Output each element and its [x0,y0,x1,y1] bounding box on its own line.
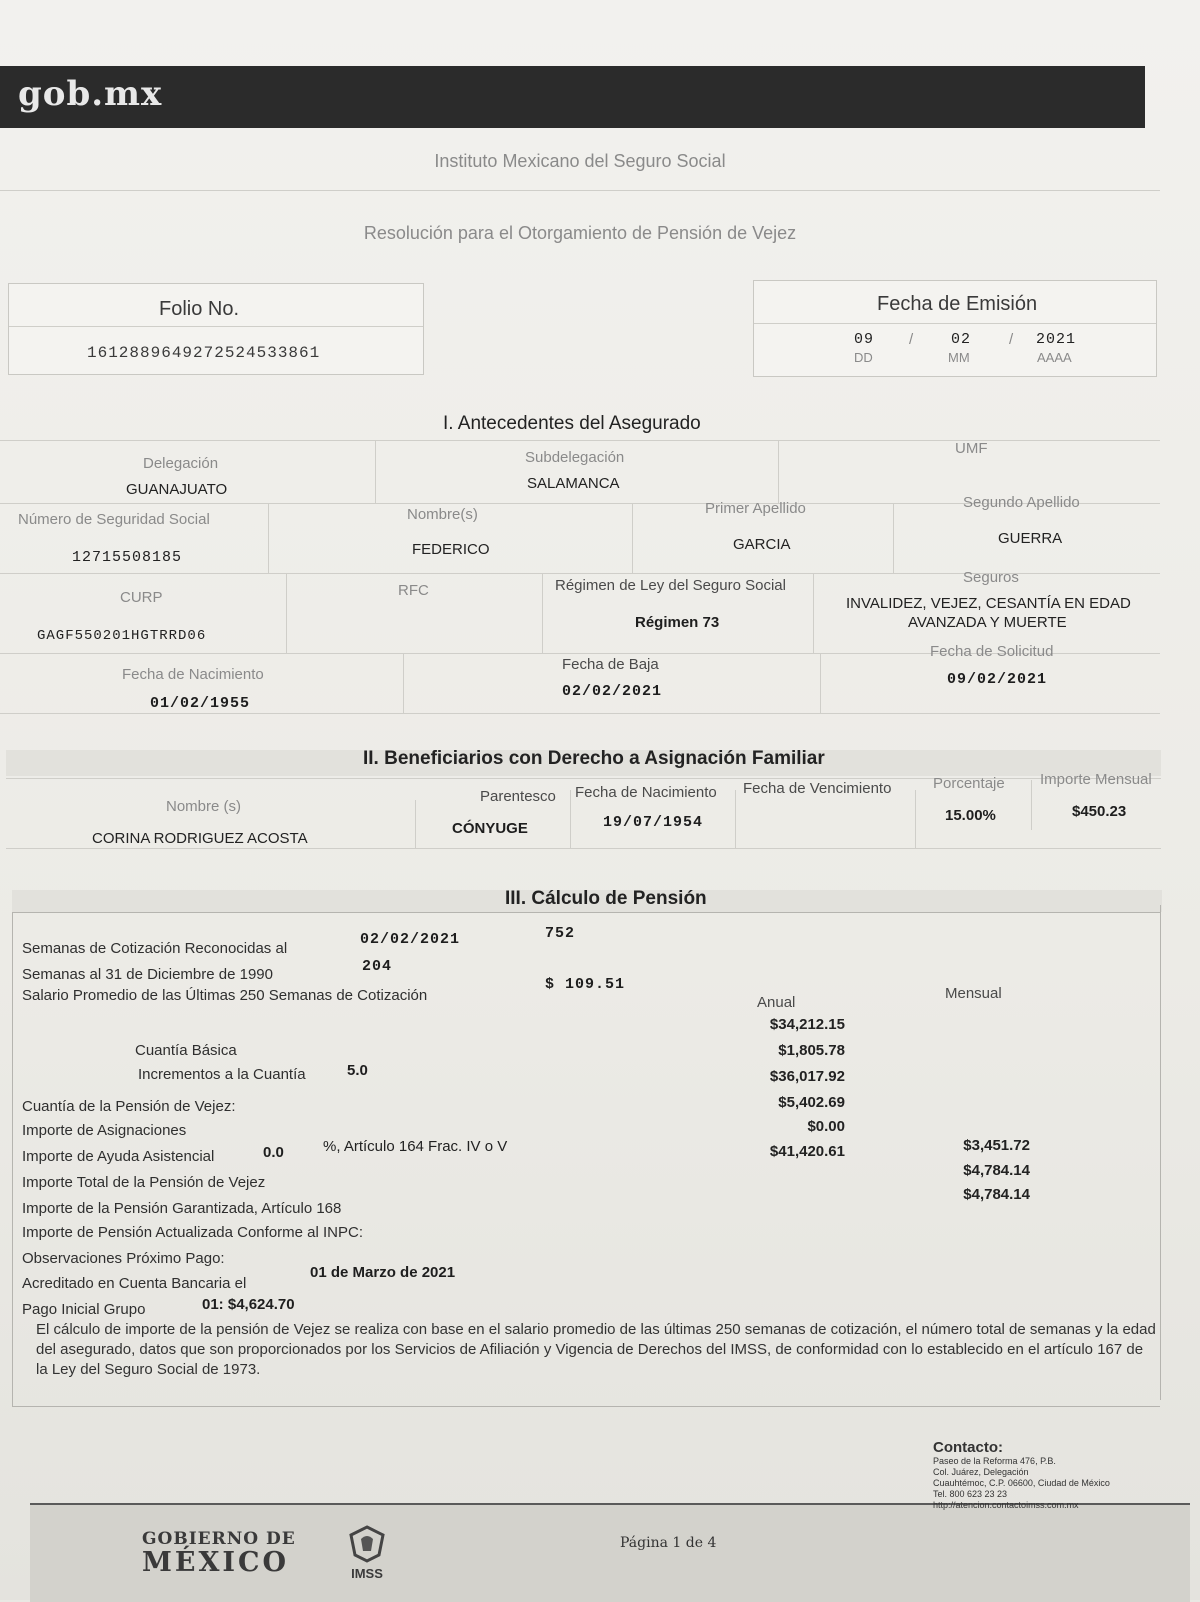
pago-inicial-label: Pago Inicial Grupo [22,1301,146,1318]
ayuda-mensual-value: $3,451.72 [963,1137,1030,1154]
pension-actualizada-label: Importe de Pensión Actualizada Conforme al INPC: [22,1224,364,1241]
segundo-apellido-label: Segundo Apellido [963,494,1080,511]
nombre-label: Nombre(s) [407,506,478,523]
col-parentesco: Parentesco [480,788,556,805]
nota-calculo: El cálculo de importe de la pensión de Vejez se realiza con base en el salario promedio de las últimas 250 semanas de cotización, el número total de semanas y la edad del asegurado, datos que son proporcionados por los Servicios de Afiliación y Vigencia de Derechos del IMSS, de conformidad con lo establecido en el artículo 167 de la Ley del Seguro Social de 1973. [36,1321,1156,1378]
beneficiario-fecha-nacimiento: 19/07/1954 [603,814,704,831]
semanas-cotizacion-label: Semanas de Cotización Reconocidas al [22,940,288,957]
section-1-title: I. Antecedentes del Asegurado [443,413,701,434]
pago-inicial-value: 01: $4,624.70 [202,1296,295,1313]
seguros-label: Seguros [963,569,1019,586]
cuantia-basica-label: Cuantía Básica [135,1042,237,1059]
primer-apellido-label: Primer Apellido [705,500,806,517]
fecha-solicitud-label: Fecha de Solicitud [930,643,1054,660]
seguros-value-1: INVALIDEZ, VEJEZ, CESANTÍA EN EDAD [846,595,1131,612]
beneficiario-importe: $450.23 [1072,803,1127,820]
asignaciones-label: Importe de Asignaciones [22,1122,187,1139]
contacto-block: Contacto: Paseo de la Reforma 476, P.B. Col. Juárez, Delegación Cuauhtémoc, C.P. 06600, Ciudad de México Tel. 800 623 23 23 http://atencion.contactoimss.com.mx [933,1439,1110,1510]
nss-label: Número de Seguridad Social [18,511,210,528]
ayuda-pct: 0.0 [263,1144,284,1161]
cuantia-basica-value: $1,805.78 [778,1042,845,1059]
incrementos-label: Incrementos a la Cuantía [138,1066,306,1083]
nombre-value: FEDERICO [412,541,490,558]
fecha-emision-label: Fecha de Emisión [877,293,1038,315]
date-separator: / [1009,331,1014,348]
col-importe-mensual: Importe Mensual [1040,771,1152,788]
semanas-1990-value: 204 [362,958,393,975]
incrementos-pct: 5.0 [347,1062,368,1079]
incrementos-value: $36,017.92 [769,1068,845,1085]
institution-name: Instituto Mexicano del Seguro Social [434,151,726,171]
emision-dd: 09 [854,331,875,348]
curp-label: CURP [120,589,163,606]
observaciones-label: Observaciones Próximo Pago: [22,1250,225,1267]
primer-apellido-value: GARCIA [733,536,791,553]
nss-value: 12715508185 [72,549,183,566]
col-fecha-vencimiento: Fecha de Vencimiento [743,780,892,797]
curp-value: GAGF550201HGTRRD06 [37,628,207,644]
fecha-baja-value: 02/02/2021 [562,683,663,700]
folio-label: Folio No. [159,298,240,320]
date-separator: / [909,331,914,348]
regimen-value: Régimen 73 [635,614,720,631]
anual-value: $34,212.15 [769,1016,845,1033]
document-title: Resolución para el Otorgamiento de Pensión de Vejez [363,223,797,243]
folio-number: 1612889649272524533861 [87,344,321,362]
fecha-nacimiento-value: 01/02/1955 [150,695,251,712]
regimen-label: Régimen de Ley del Seguro Social [555,577,786,594]
fecha-baja-label: Fecha de Baja [562,656,659,673]
section-3-title: III. Cálculo de Pensión [505,888,707,909]
footer [30,1439,1190,1602]
umf-label: UMF [955,440,988,457]
rfc-label: RFC [398,582,429,599]
beneficiario-parentesco: CÓNYUGE [452,820,528,837]
importe-total-label: Importe Total de la Pensión de Vejez [22,1174,266,1191]
fecha-nacimiento-label: Fecha de Nacimiento [122,666,264,683]
salario-promedio-value: $ 109.51 [545,976,626,993]
acreditado-label: Acreditado en Cuenta Bancaria el [22,1275,247,1292]
subdelegacion-label: Subdelegación [525,449,625,466]
semanas-value: 752 [545,925,576,942]
mm-label: MM [948,350,970,365]
pension-garantizada-label: Importe de la Pensión Garantizada, Artículo 168 [22,1200,342,1217]
section-2-title: II. Beneficiarios con Derecho a Asignación Familiar [363,748,825,769]
emision-aaaa: 2021 [1036,331,1077,348]
page-number: Página 1 de 4 [620,1535,717,1551]
col-porcentaje: Porcentaje [933,775,1005,792]
salario-promedio-label: Salario Promedio de las Últimas 250 Semanas de Cotización [22,987,428,1004]
fecha-emision-box [753,280,1157,377]
imss-logo: IMSS [342,1525,392,1581]
mensual-header: Mensual [945,985,1002,1002]
ayuda-anual-value: $41,420.61 [769,1143,845,1160]
col-fecha-nacimiento: Fecha de Nacimiento [575,784,717,801]
semanas-1990-label: Semanas al 31 de Diciembre de 1990 [22,966,273,983]
gob-mx-logo: gob.mx [18,74,163,114]
pension-garantizada-value: $4,784.14 [963,1186,1030,1203]
ayuda-asistencial-label: Importe de Ayuda Asistencial [22,1148,215,1165]
fecha-solicitud-value: 09/02/2021 [947,671,1048,688]
beneficiario-nombre: CORINA RODRIGUEZ ACOSTA [92,830,308,847]
asignaciones-value: $0.00 [807,1118,845,1135]
anual-header: Anual [757,994,796,1011]
importe-total-value: $4,784.14 [963,1162,1030,1179]
delegacion-value: GUANAJUATO [126,481,228,498]
acreditado-fecha: 01 de Marzo de 2021 [310,1264,456,1281]
aaaa-label: AAAA [1037,350,1072,365]
subdelegacion-value: SALAMANCA [527,475,620,492]
seguros-value-2: AVANZADA Y MUERTE [908,614,1067,631]
folio-box [8,283,424,375]
segundo-apellido-value: GUERRA [998,530,1063,547]
ayuda-articulo: %, Artículo 164 Frac. IV o V [323,1138,508,1155]
delegacion-label: Delegación [143,455,219,472]
cuantia-pension-label: Cuantía de la Pensión de Vejez: [22,1098,236,1115]
gobierno-de-mexico-logo: GOBIERNO DE MÉXICO [142,1529,296,1578]
col-nombre: Nombre (s) [166,798,242,815]
dd-label: DD [854,350,873,365]
header-bar [0,66,1145,128]
beneficiario-porcentaje: 15.00% [945,807,996,824]
emision-mm: 02 [951,331,972,348]
semanas-fecha: 02/02/2021 [360,931,461,948]
cuantia-pension-value: $5,402.69 [778,1094,845,1111]
